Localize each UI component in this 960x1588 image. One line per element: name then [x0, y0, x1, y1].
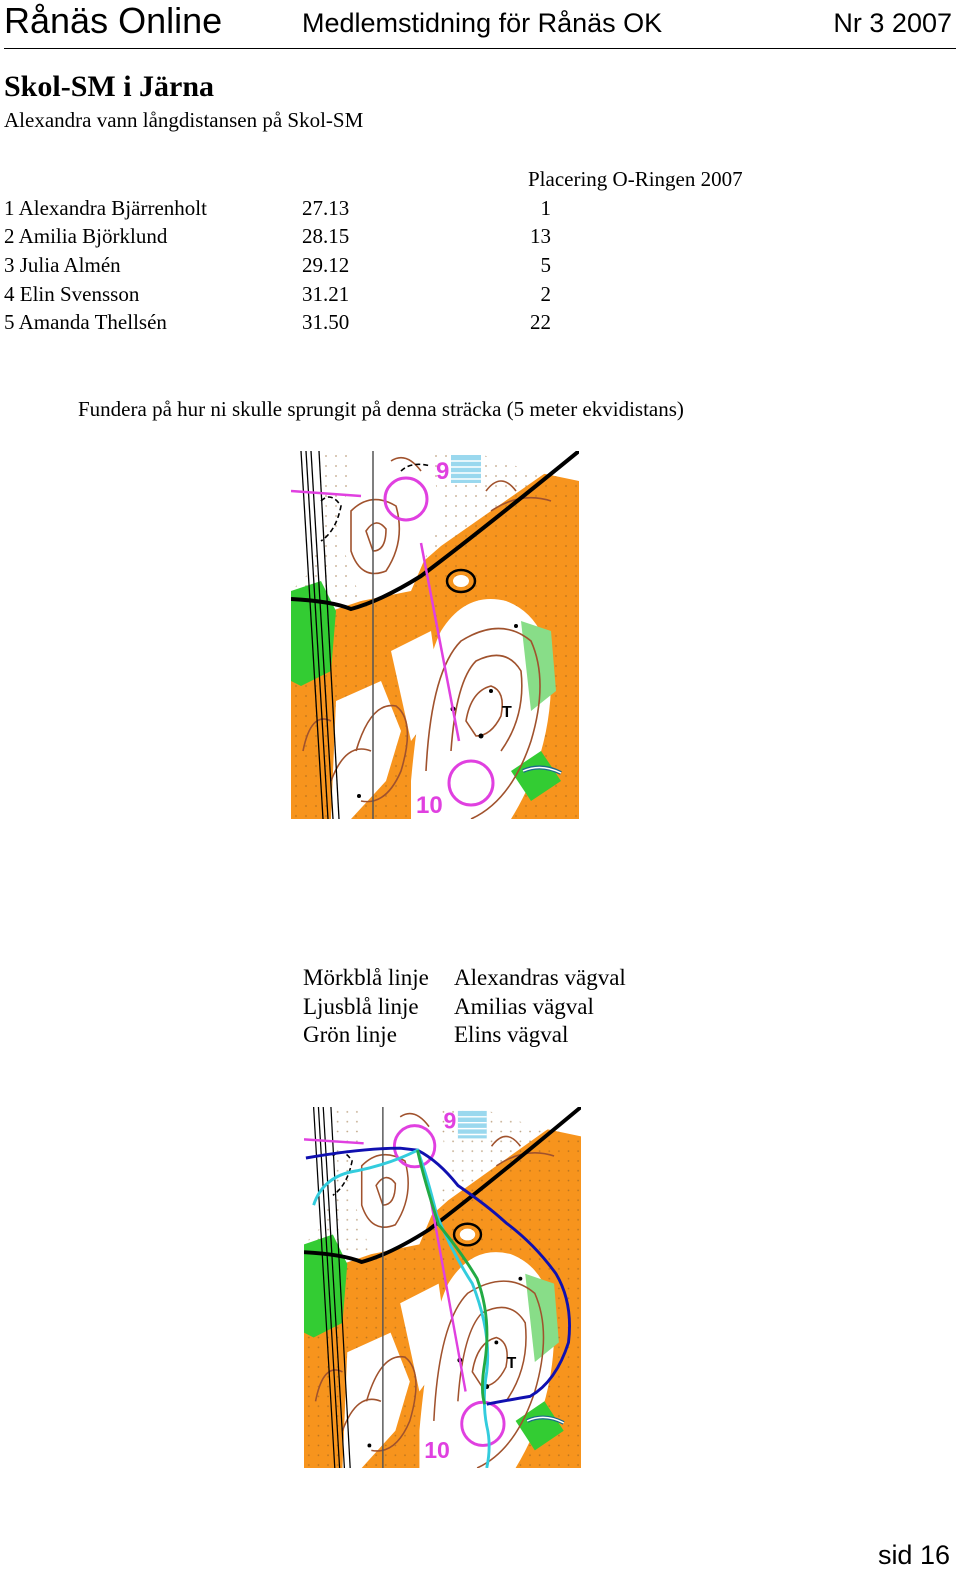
- map-symbol-t: T: [506, 1354, 517, 1372]
- header-rule: [4, 48, 956, 49]
- article-lead: Alexandra vann långdistansen på Skol-SM: [4, 108, 364, 132]
- result-time: 31.21: [302, 282, 350, 306]
- result-place: 2: [540, 282, 551, 306]
- result-place: 5: [540, 253, 551, 277]
- control-label-start: 9: [436, 458, 450, 485]
- article-heading: Skol-SM i Järna: [4, 70, 215, 103]
- legend-desc: Amilias vägval: [454, 994, 594, 1019]
- orienteering-map: [291, 451, 579, 819]
- control-label-end: 10: [424, 1436, 450, 1464]
- legend-desc: Elins vägval: [454, 1022, 569, 1047]
- result-time: 27.13: [302, 196, 350, 220]
- result-place: 13: [530, 224, 551, 248]
- result-time: 31.50: [302, 310, 350, 334]
- result-place: 1: [540, 196, 551, 220]
- map-symbol-t: T: [502, 704, 512, 721]
- result-time: 29.12: [302, 253, 350, 277]
- orienteering-map-with-routes: [304, 1107, 581, 1468]
- issue-number: Nr 3 2007: [833, 8, 952, 38]
- question-text: Fundera på hur ni skulle sprungit på denna sträcka (5 meter ekvidistans): [78, 397, 684, 421]
- legend-line: Mörkblå linje: [303, 965, 429, 990]
- result-name: 5 Amanda Thellsén: [4, 310, 167, 334]
- placing-header: Placering O-Ringen 2007: [528, 167, 743, 191]
- control-label-end: 10: [416, 792, 443, 819]
- newsletter-title: Rånäs Online: [4, 0, 223, 41]
- legend-line: Ljusblå linje: [303, 994, 419, 1019]
- legend-line: Grön linje: [303, 1022, 397, 1047]
- result-name: 4 Elin Svensson: [4, 282, 140, 306]
- result-name: 2 Amilia Björklund: [4, 224, 168, 248]
- result-time: 28.15: [302, 224, 350, 248]
- result-place: 22: [530, 310, 551, 334]
- legend-desc: Alexandras vägval: [454, 965, 626, 990]
- newsletter-subtitle: Medlemstidning för Rånäs OK: [302, 8, 663, 38]
- page-number: sid 16: [877, 1540, 950, 1570]
- result-name: 1 Alexandra Bjärrenholt: [4, 196, 207, 220]
- result-name: 3 Julia Almén: [4, 253, 121, 277]
- control-label-start: 9: [443, 1107, 457, 1134]
